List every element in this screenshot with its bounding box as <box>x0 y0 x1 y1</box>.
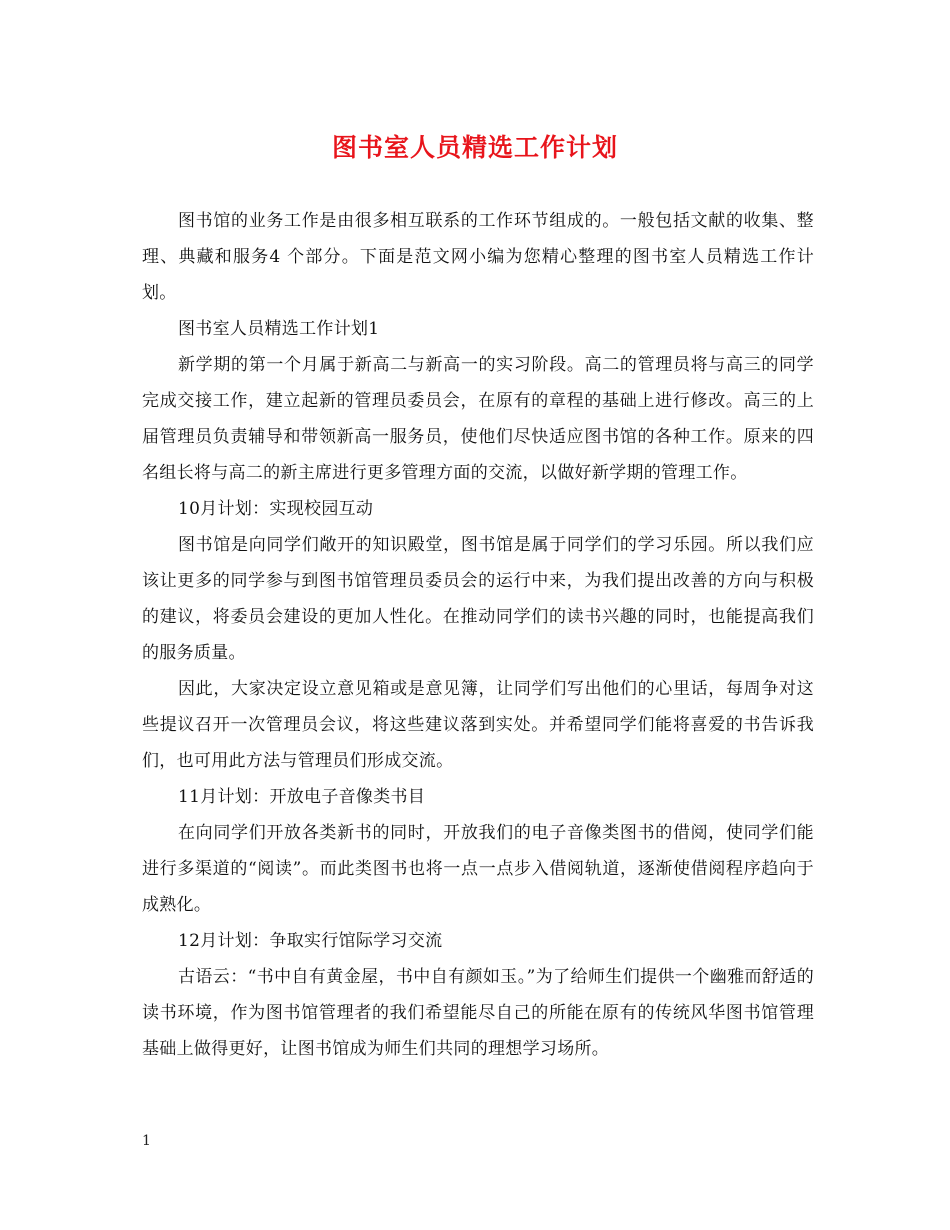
paragraph-new-semester: 新学期的第一个月属于新高二与新高一的实习阶段。高二的管理员将与高三的同学完成交接工作，建立起新的管理员委员会，在原有的章程的基础上进行修改。高三的上届管理员负责辅导和带领新高一服务员，使他们尽快适应图书馆的各种工作。原来的四名组长将与高二的新主席进行更多管理方面的交流，以做好新学期的管理工作。 <box>142 355 814 483</box>
paragraph-october-plan: 图书馆是向同学们敞开的知识殿堂，图书馆是属于同学们的学习乐园。所以我们应该让更多的同学参与到图书馆管理员委员会的运行中来，为我们提出改善的方向与积极的建议，将委员会建设的更加人性化。在推动同学们的读书兴趣的同时，也能提高我们的服务质量。 <box>142 535 814 663</box>
paragraph-heading-december: 12月计划：争取实行馆际学习交流 <box>178 931 443 951</box>
paragraph-heading-plan-1: 图书室人员精选工作计划1 <box>178 319 380 339</box>
paragraph-suggestion-box: 因此，大家决定设立意见箱或是意见簿，让同学们写出他们的心里话，每周争对这些提议召开一次管理员会议，将这些建议落到实处。并希望同学们能将喜爱的书告诉我们，也可用此方法与管理员们形成交流。 <box>142 679 814 771</box>
document-title: 图书室人员精选工作计划 <box>331 133 618 162</box>
paragraph-heading-november: 11月计划：开放电子音像类书目 <box>178 787 426 807</box>
document-body <box>142 203 814 1067</box>
paragraph-november-plan: 在向同学们开放各类新书的同时，开放我们的电子音像类图书的借阅，使同学们能进行多渠道的“阅读”。而此类图书也将一点一点步入借阅轨道，逐渐使借阅程序趋向于成熟化。 <box>142 823 814 915</box>
page-number: 1 <box>142 1133 151 1149</box>
paragraph-december-plan: 古语云：“书中自有黄金屋，书中自有颜如玉。”为了给师生们提供一个幽雅而舒适的读书环境，作为图书馆管理者的我们希望能尽自己的所能在原有的传统风华图书馆管理基础上做得更好，让图书馆成为师生们共同的理想学习场所。 <box>142 967 814 1059</box>
paragraph-heading-october: 10月计划：实现校园互动 <box>178 499 374 519</box>
paragraph-intro: 图书馆的业务工作是由很多相互联系的工作环节组成的。一般包括文献的收集、整理、典藏和服务4 个部分。下面是范文网小编为您精心整理的图书室人员精选工作计划。 <box>142 211 814 303</box>
